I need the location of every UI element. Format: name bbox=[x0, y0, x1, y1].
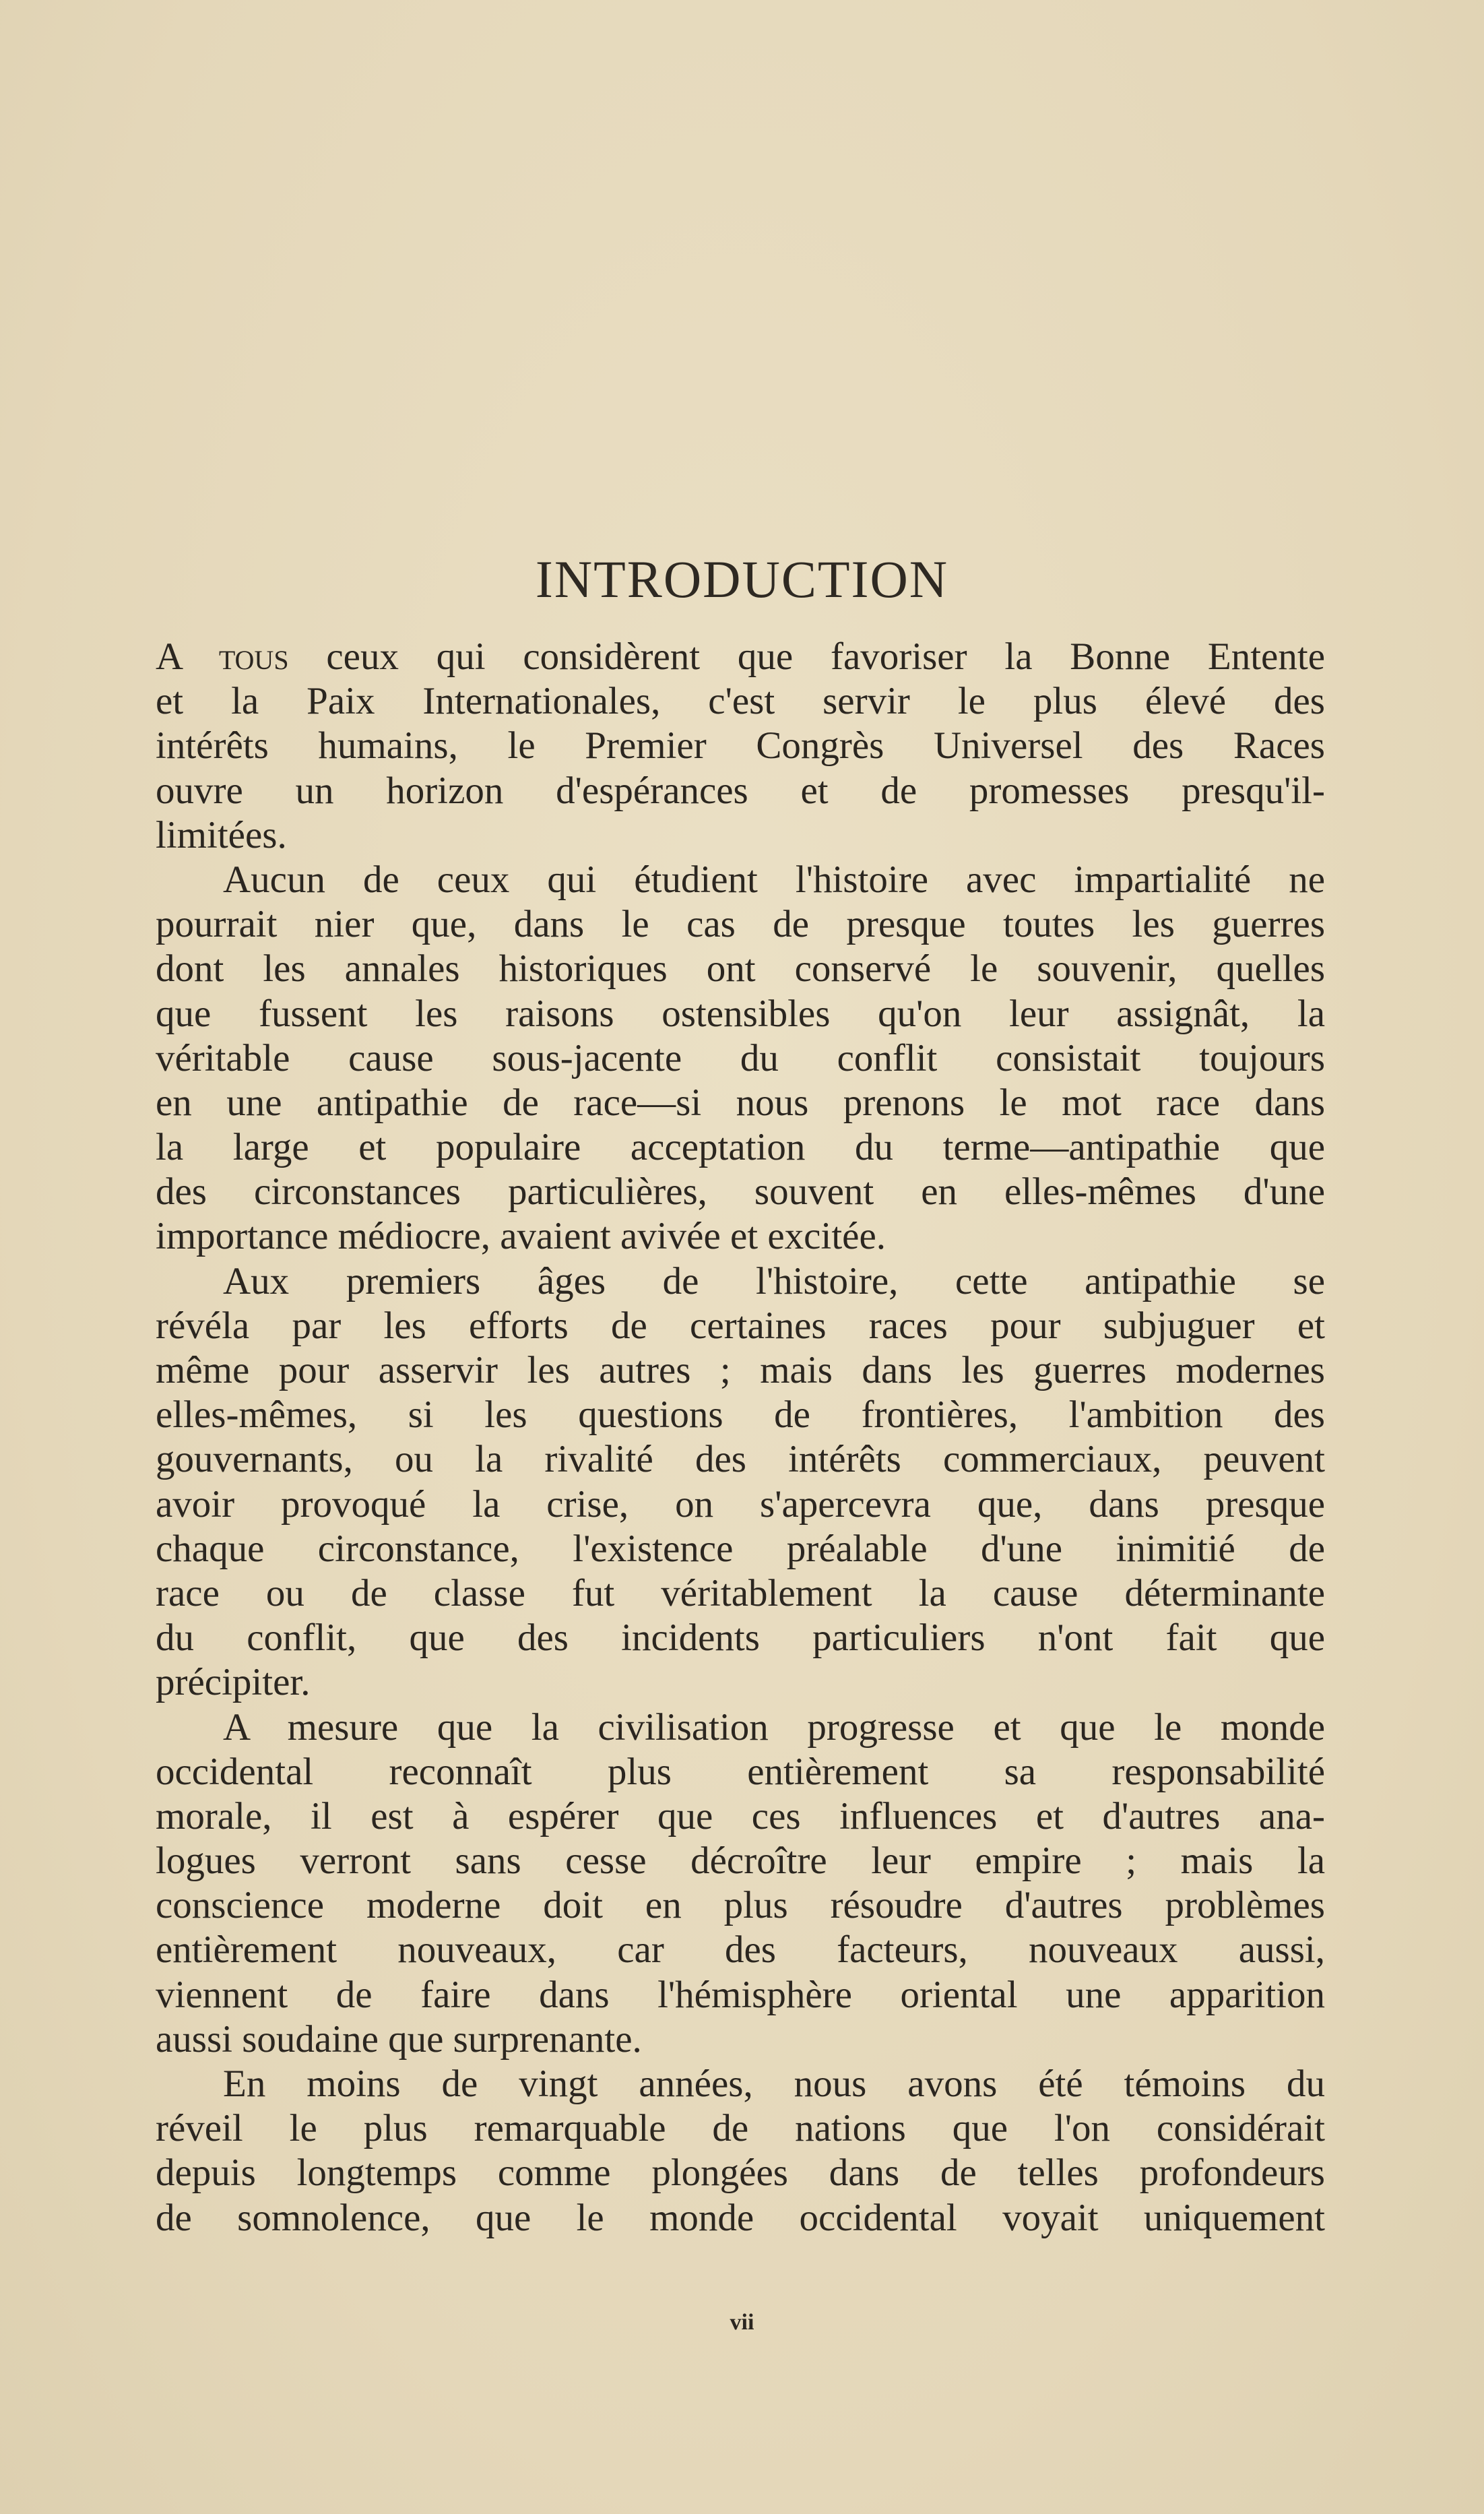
chapter-title: INTRODUCTION bbox=[535, 550, 949, 608]
text-line: avoir provoqué la crise, on s'apercevra que, dans presque bbox=[156, 1482, 1325, 1526]
body-text bbox=[156, 635, 1325, 2240]
paragraph bbox=[156, 1705, 1325, 2063]
text-line: depuis longtemps comme plongées dans de telles profondeurs bbox=[156, 2151, 1325, 2195]
text-line: Aux premiers âges de l'histoire, cette antipathie se bbox=[223, 1259, 1325, 1302]
text-line: Aucun de ceux qui étudient l'histoire avec impartialité ne bbox=[223, 858, 1325, 901]
text-line: pourrait nier que, dans le cas de presque toutes les guerres bbox=[156, 903, 1325, 946]
text-line: et la Paix Internationales, c'est servir le plus élevé des bbox=[156, 680, 1325, 723]
text-line: de somnolence, que le monde occidental voyait uniquement bbox=[156, 2196, 1325, 2239]
text-line: même pour asservir les autres ; mais dans les guerres modernes bbox=[156, 1349, 1325, 1391]
text-line: importance médiocre, avaient avivée et excitée. bbox=[156, 1215, 886, 1258]
text-line: A mesure que la civilisation progresse et que le monde bbox=[223, 1705, 1325, 1749]
text-line: dont les annales historiques ont conservé le souvenir, quelles bbox=[156, 947, 1325, 991]
text-line: réveil le plus remarquable de nations que l'on considérait bbox=[156, 2107, 1325, 2150]
text-line: logues verront sans cesse décroître leur empire ; mais la bbox=[156, 1840, 1325, 1883]
text-line: du conflit, que des incidents particuliers n'ont fait que bbox=[156, 1616, 1325, 1660]
text-line: conscience moderne doit en plus résoudre d'autres problèmes bbox=[156, 1884, 1325, 1927]
text-line: précipiter. bbox=[156, 1661, 311, 1704]
text-line: En moins de vingt années, nous avons été témoins du bbox=[223, 2063, 1325, 2105]
text-line: des circonstances particulières, souvent en elles-mêmes d'une bbox=[156, 1170, 1325, 1214]
text-line: occidental reconnaît plus entièrement sa responsabilité bbox=[156, 1750, 1325, 1793]
text-line: gouvernants, ou la rivalité des intérêts commerciaux, peuvent bbox=[156, 1438, 1325, 1481]
page-number: vii bbox=[730, 2310, 754, 2335]
text-line: morale, il est à espérer que ces influences et d'autres ana- bbox=[156, 1794, 1325, 1837]
text-line: véritable cause sous-jacente du conflit consistait toujours bbox=[156, 1036, 1325, 1079]
text-line: en une antipathie de race—si nous prenons le mot race dans bbox=[156, 1081, 1325, 1124]
text-line: limitées. bbox=[156, 813, 287, 856]
text-line: aussi soudaine que surprenante. bbox=[156, 2017, 642, 2061]
paragraph bbox=[156, 1259, 1325, 1705]
paragraph bbox=[156, 2062, 1325, 2240]
text-line: intérêts humains, le Premier Congrès Universel des Races bbox=[156, 724, 1325, 767]
paragraph bbox=[156, 635, 1325, 858]
text-line: viennent de faire dans l'hémisphère oriental une apparition bbox=[156, 1973, 1325, 2016]
text-line: race ou de classe fut véritablement la cause déterminante bbox=[156, 1571, 1325, 1614]
text-line: ouvre un horizon d'espérances et de promesses presqu'il- bbox=[156, 769, 1325, 812]
text-line: elles-mêmes, si les questions de frontières, l'ambition des bbox=[156, 1393, 1325, 1437]
text-line: révéla par les efforts de certaines races pour subjuguer et bbox=[156, 1304, 1325, 1347]
text-line: entièrement nouveaux, car des facteurs, nouveaux aussi, bbox=[156, 1928, 1325, 1972]
paragraph bbox=[156, 858, 1325, 1259]
text-line: la large et populaire acceptation du terme—antipathie que bbox=[156, 1126, 1325, 1169]
text-line: A tous ceux qui considèrent que favoriser la Bonne Entente bbox=[156, 635, 1325, 678]
text-line: que fussent les raisons ostensibles qu'on leur assignât, la bbox=[156, 992, 1325, 1035]
text-line: chaque circonstance, l'existence préalable d'une inimitié de bbox=[156, 1527, 1325, 1570]
